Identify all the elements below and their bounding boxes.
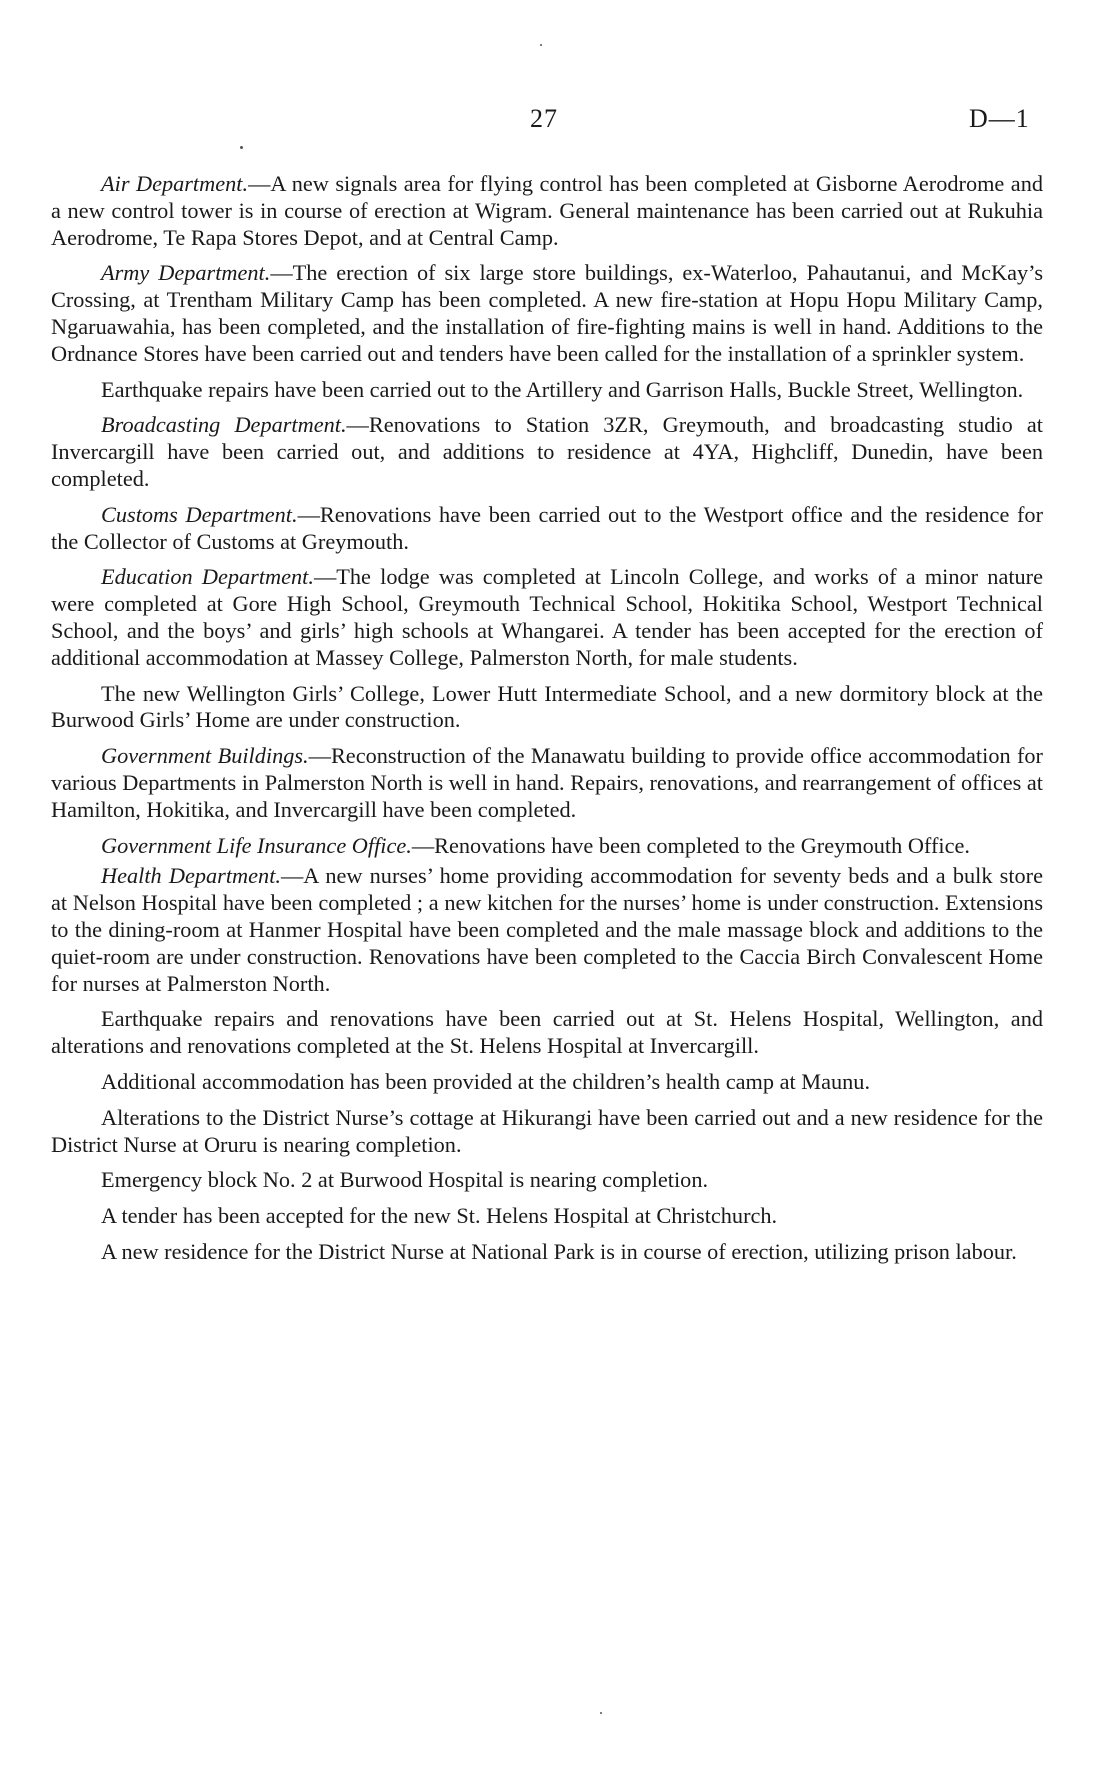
paragraph-earthquake-repairs-halls	[51, 377, 1043, 404]
paragraph-education-department	[51, 564, 1043, 671]
page-number: 27	[530, 104, 558, 133]
paragraph-heading: Army Department.	[101, 260, 271, 286]
paragraph-customs-department	[51, 502, 1043, 556]
print-speck	[600, 1712, 602, 1714]
paragraph-st-helens-christchurch	[51, 1203, 1043, 1230]
paragraph-government-buildings	[51, 743, 1043, 823]
paragraph-text: —The erection of six large store buildings, ex-Waterloo, Pahautanui, and McKay’s Crossing, at Trentham Military Camp has been completed. A new fire-station at Hopu Hopu Military Camp, Ngaruawahia, has been completed, and the installation of fire-fighting mains is well in hand. Additions to the Ordnance Stores have been carried out and tenders have been called for the installation of a sprinkler system.	[51, 260, 1044, 366]
paragraph-national-park-residence	[51, 1239, 1043, 1266]
paragraph-heading: Government Buildings.	[101, 743, 309, 769]
paragraph-heading: Government Life Insurance Office.	[101, 832, 412, 858]
paragraph-text: —A new signals area for flying control has been completed at Gisborne Aerodrome and a new control tower is in course of erection at Wigram. General maintenance has been carried out at Rukuhia Aerodrome, Te Rapa Stores Depot, and at Central Camp.	[51, 171, 1043, 250]
paragraph-text: Earthquake repairs and renovations have been carried out at St. Helens Hospital, Wellington, and alterations and renovations completed at the St. Helens Hospital at Invercargill.	[51, 1006, 1043, 1059]
paragraph-st-helens-repairs	[51, 1006, 1043, 1060]
paragraph-text: Earthquake repairs have been carried out to the Artillery and Garrison Halls, Buckle Street, Wellington.	[101, 376, 1024, 402]
paragraph-burwood-emergency-block	[51, 1167, 1043, 1194]
print-speck	[240, 146, 243, 149]
report-code: D—1	[969, 104, 1030, 133]
paragraph-health-camp-maunu	[51, 1069, 1043, 1096]
paragraph-text: A new residence for the District Nurse at National Park is in course of erection, utilizing prison labour.	[101, 1238, 1017, 1264]
paragraph-air-department	[51, 171, 1043, 251]
paragraph-text: —The lodge was completed at Lincoln College, and works of a minor nature were completed at Gore High School, Greymouth Technical School, Hokitika School, Westport Technical School, and the boys’ and girls’ high schools at Whangarei. A tender has been accepted for the erection of additional accommodation at Massey College, Palmerston North, for male students.	[51, 564, 1044, 670]
paragraph-text: The new Wellington Girls’ College, Lower Hutt Intermediate School, and a new dormitory block at the Burwood Girls’ Home are under construction.	[51, 680, 1043, 733]
paragraph-text: Alterations to the District Nurse’s cottage at Hikurangi have been carried out and a new residence for the District Nurse at Oruru is nearing completion.	[51, 1104, 1043, 1157]
paragraph-government-life-insurance	[51, 833, 1043, 860]
paragraph-army-department	[51, 260, 1043, 367]
paragraph-text: —Renovations have been carried out to the Westport office and the residence for the Collector of Customs at Greymouth.	[51, 501, 1043, 554]
print-speck	[540, 44, 542, 46]
document-body	[51, 171, 1043, 1275]
paragraph-heading: Health Department.	[101, 863, 281, 889]
paragraph-heading: Customs Department.	[101, 501, 298, 527]
paragraph-new-schools-under-construction	[51, 681, 1043, 735]
paragraph-heading: Education Department.	[101, 564, 314, 590]
paragraph-text: —Reconstruction of the Manawatu building to provide office accommodation for various Departments in Palmerston North is well in hand. Repairs, renovations, and rearrangement of offices at Hamilton, Hokitika, and Invercargill have been completed.	[51, 743, 1043, 822]
paragraph-broadcasting-department	[51, 412, 1043, 492]
paragraph-heading: Air Department.	[101, 171, 249, 196]
paragraph-text: —A new nurses’ home providing accommodation for seventy beds and a bulk store at Nelson Hospital have been completed ; a new kitchen for the nurses’ home is under construction. Extensions to the dining-room at Hanmer Hospital have been completed and the male massage block and additions to the quiet-room are under construction. Renovations have been completed to the Caccia Birch Convalescent Home for nurses at Palmerston North.	[51, 863, 1043, 996]
paragraph-text: —Renovations to Station 3ZR, Greymouth, and broadcasting studio at Invercargill have been carried out, and additions to residence at 4YA, Highcliff, Dunedin, have been completed.	[51, 412, 1043, 491]
paragraph-district-nurse-cottage	[51, 1105, 1043, 1159]
paragraph-health-department	[51, 863, 1043, 997]
paragraph-heading: Broadcasting Department.	[101, 412, 347, 438]
paragraph-text: A tender has been accepted for the new St. Helens Hospital at Christchurch.	[101, 1203, 778, 1229]
paragraph-text: Additional accommodation has been provided at the children’s health camp at Maunu.	[101, 1068, 871, 1094]
paragraph-text: Emergency block No. 2 at Burwood Hospital is nearing completion.	[101, 1167, 709, 1193]
paragraph-text: —Renovations have been completed to the Greymouth Office.	[411, 832, 970, 858]
